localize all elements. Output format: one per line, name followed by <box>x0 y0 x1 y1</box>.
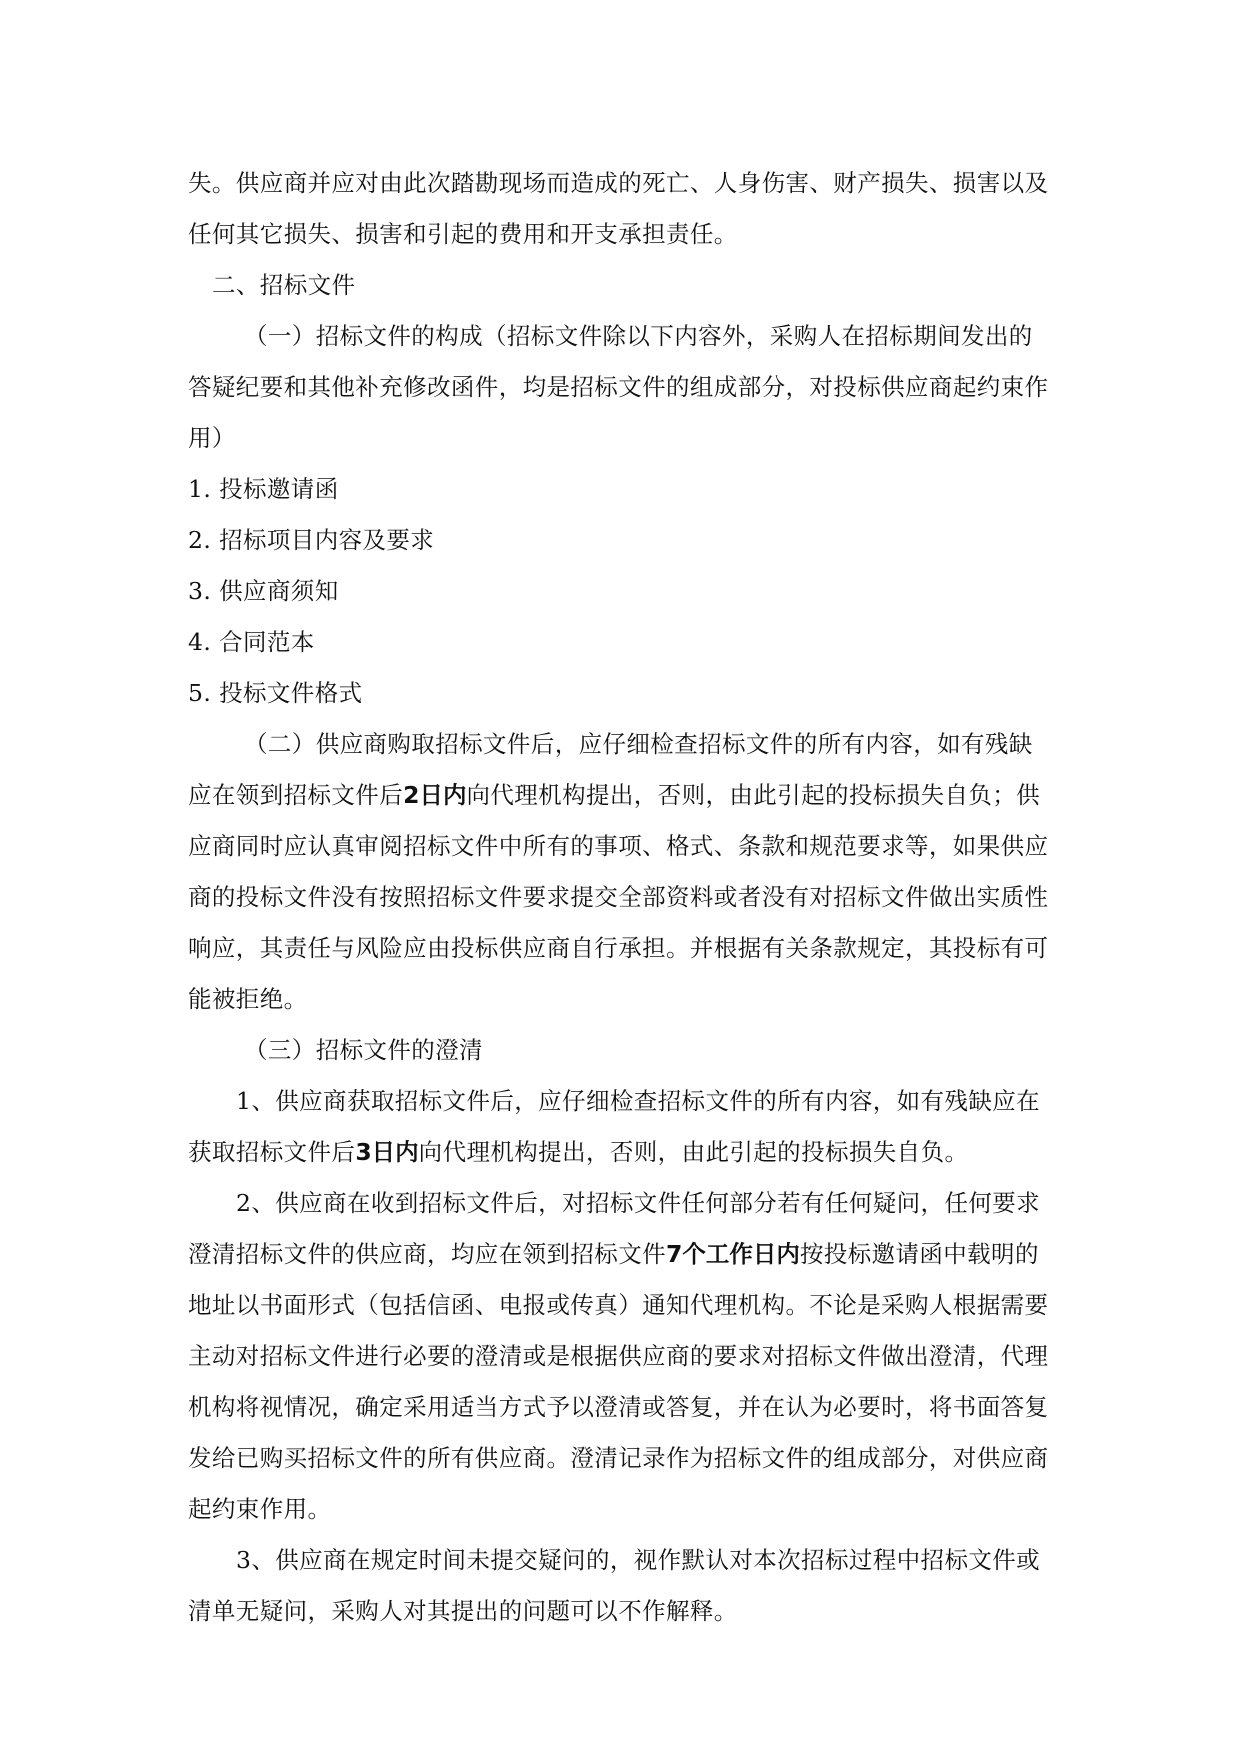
list-item: 2. 招标项目内容及要求 <box>188 526 435 554</box>
bold-deadline: 3日内 <box>355 1138 419 1166</box>
text-segment: （二）供应商购取招标文件后，应仔细检查招标文件的所有内容，如有残缺应在领到招标文件后 <box>188 730 1033 809</box>
bold-deadline: 7个工作日内 <box>666 1240 800 1268</box>
paragraph-inspection <box>188 719 1054 1025</box>
paragraph-liability: 失。供应商并应对由此次踏勘现场而造成的死亡、人身伤害、财产损失、损害以及任何其它损失、损害和引起的费用和开支承担责任。 <box>188 169 1049 248</box>
list-item: 3. 供应商须知 <box>188 577 339 605</box>
list-item: 5. 投标文件格式 <box>188 679 363 707</box>
paragraph-clarification-3: 3、供应商在规定时间未提交疑问的，视作默认对本次招标过程中招标文件或清单无疑问，采购人对其提出的问题可以不作解释。 <box>188 1546 1041 1625</box>
subsection-heading-clarification: （三）招标文件的澄清 <box>244 1036 483 1064</box>
paragraph-clarification-1 <box>188 1076 1054 1178</box>
text-segment: 2、供应商在收到招标文件后，对招标文件任何部分若有任何疑问，任何要求澄清招标文件的供应商，均应在领到招标文件 <box>188 1189 1041 1268</box>
text-segment: 1、供应商获取招标文件后，应仔细检查招标文件的所有内容，如有残缺应在获取招标文件后 <box>188 1087 1041 1166</box>
section-heading-bidding-documents: 二、招标文件 <box>212 271 356 299</box>
list-item: 1. 投标邀请函 <box>188 475 339 503</box>
text-segment: 向代理机构提出，否则，由此引起的投标损失自负。 <box>418 1138 969 1166</box>
paragraph-clarification-2 <box>188 1178 1054 1535</box>
document-body <box>188 158 1054 1637</box>
list-item: 4. 合同范本 <box>188 628 315 656</box>
text-segment: 按投标邀请函中载明的地址以书面形式（包括信函、电报或传真）通知代理机构。不论是采购人根据需要主动对招标文件进行必要的澄清或是根据供应商的要求对招标文件做出澄清，代理机构将视情况，确定采用适当方式予以澄清或答复，并在认为必要时，将书面答复发给已购买招标文件的所有供应商。澄清记录作为招标文件的组成部分，对供应商起约束作用。 <box>188 1240 1049 1523</box>
paragraph-composition: （一）招标文件的构成（招标文件除以下内容外，采购人在招标期间发出的答疑纪要和其他补充修改函件，均是招标文件的组成部分，对投标供应商起约束作用） <box>188 322 1049 452</box>
bold-deadline: 2日内 <box>403 781 467 809</box>
text-segment: 向代理机构提出，否则，由此引起的投标损失自负；供应商同时应认真审阅招标文件中所有的事项、格式、条款和规范要求等，如果供应商的投标文件没有按照招标文件要求提交全部资料或者没有对招标文件做出实质性响应，其责任与风险应由投标供应商自行承担。并根据有关条款规定，其投标有可能被拒绝。 <box>188 781 1049 1013</box>
